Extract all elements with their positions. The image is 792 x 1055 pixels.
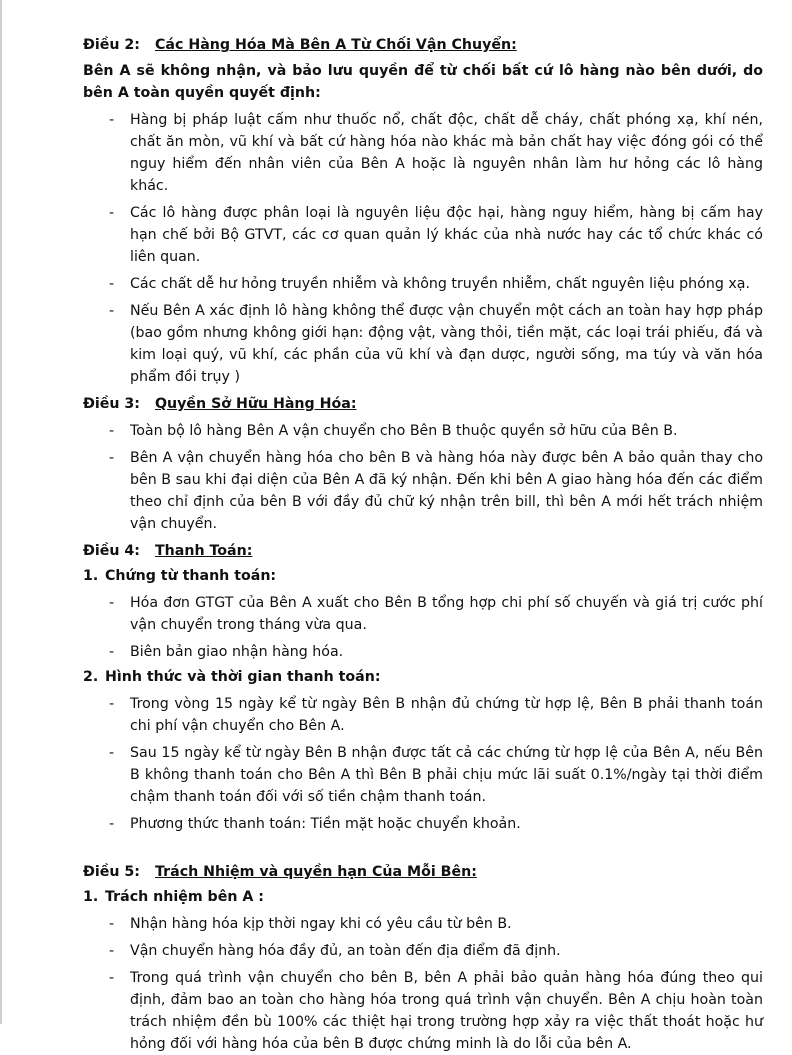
list-item: - Trong quá trình vận chuyển cho bên B, bên A phải bảo quản hàng hóa đúng theo qui định, đảm bao an toàn cho hàng hóa trong quá trình vận chuyển. Bên A chịu hoàn toàn trách nhiệm đền bù 100% các thiệt hại trong trường hợp xảy ra việc thất thoát hoặc hư hỏng đối với hàng hóa của bên B được chứng minh là do lỗi của bên A. <box>83 967 763 1055</box>
article-3-label: Điều 3: <box>83 396 140 412</box>
article-3-heading <box>83 393 763 415</box>
list-item: - Toàn bộ lô hàng Bên A vận chuyển cho Bên B thuộc quyền sở hữu của Bên B. <box>83 420 763 442</box>
list-item: - Bên A vận chuyển hàng hóa cho bên B và hàng hóa này được bên A bảo quản thay cho bên B sau khi đại diện của Bên A đã ký nhận. Đến khi bên A giao hàng hóa đến các điểm theo chỉ định của bên B với đầy đủ chữ ký nhận trên bill, thì bên A mới hết trách nhiệm vận chuyển. <box>83 447 763 535</box>
document-body <box>83 34 763 1055</box>
subheading-number: 1. <box>83 889 99 905</box>
list-item: - Các chất dễ hư hỏng truyền nhiễm và không truyền nhiễm, chất nguyên liệu phóng xạ. <box>83 273 763 295</box>
article-3-title: Quyền Sở Hữu Hàng Hóa: <box>155 396 357 412</box>
article-5-subheading-1 <box>83 886 763 908</box>
article-4-subheading-2 <box>83 666 763 688</box>
article-5-title: Trách Nhiệm và quyền hạn Của Mỗi Bên: <box>155 864 477 880</box>
article-5-heading <box>83 861 763 883</box>
page-edge <box>0 0 2 1024</box>
article-4-list-2 <box>83 693 763 835</box>
list-item: - Các lô hàng được phân loại là nguyên liệu độc hại, hàng nguy hiểm, hàng bị cấm hay hạn chế bởi Bộ GTVT, các cơ quan quản lý khác của nhà nước hay các tổ chức khác có liên quan. <box>83 202 763 268</box>
article-2-label: Điều 2: <box>83 37 140 53</box>
list-item: - Hàng bị pháp luật cấm như thuốc nổ, chất độc, chất dễ cháy, chất phóng xạ, khí nén, chất ăn mòn, vũ khí và bất cứ hàng hóa nào khác mà bản chất hay việc đóng gói có thể nguy hiểm đến nhân viên của Bên A hoặc là nguyên nhân làm hư hỏng các lô hàng khác. <box>83 109 763 197</box>
subheading-title: Chứng từ thanh toán: <box>105 568 277 584</box>
list-item: - Sau 15 ngày kể từ ngày Bên B nhận được tất cả các chứng từ hợp lệ của Bên A, nếu Bên B không thanh toán cho Bên A thì Bên B phải chịu mức lãi suất 0.1%/ngày tại thời điểm chậm thanh toán đối với số tiền chậm thanh toán. <box>83 742 763 808</box>
list-item: - Phương thức thanh toán: Tiền mặt hoặc chuyển khoản. <box>83 813 763 835</box>
list-item: - Nhận hàng hóa kịp thời ngay khi có yêu cầu từ bên B. <box>83 913 763 935</box>
list-item: - Hóa đơn GTGT của Bên A xuất cho Bên B tổng hợp chi phí số chuyến và giá trị cước phí vận chuyển trong tháng vừa qua. <box>83 592 763 636</box>
article-4-subheading-1 <box>83 565 763 587</box>
article-4-heading <box>83 540 763 562</box>
article-4-list-1 <box>83 592 763 663</box>
article-3-list <box>83 420 763 535</box>
list-item: - Trong vòng 15 ngày kể từ ngày Bên B nhận đủ chứng từ hợp lệ, Bên B phải thanh toán chi phí vận chuyển cho Bên A. <box>83 693 763 737</box>
article-5-list-1 <box>83 913 763 1055</box>
subheading-title: Hình thức và thời gian thanh toán: <box>105 669 381 685</box>
list-item: - Biên bản giao nhận hàng hóa. <box>83 641 763 663</box>
list-item: - Vận chuyển hàng hóa đầy đủ, an toàn đến địa điểm đã định. <box>83 940 763 962</box>
article-4-title: Thanh Toán: <box>155 543 253 559</box>
article-5-label: Điều 5: <box>83 864 140 880</box>
subheading-number: 1. <box>83 568 99 584</box>
article-2-list <box>83 109 763 388</box>
subheading-title: Trách nhiệm bên A : <box>105 889 264 905</box>
article-2-heading <box>83 34 763 56</box>
subheading-number: 2. <box>83 669 99 685</box>
article-4-label: Điều 4: <box>83 543 140 559</box>
article-2-intro: Bên A sẽ không nhận, và bảo lưu quyền để từ chối bất cứ lô hàng nào bên dưới, do bên A toàn quyền quyết định: <box>83 63 763 101</box>
article-2-title: Các Hàng Hóa Mà Bên A Từ Chối Vận Chuyển: <box>155 37 517 53</box>
list-item: - Nếu Bên A xác định lô hàng không thể được vận chuyển một cách an toàn hay hợp pháp (bao gồm nhưng không giới hạn: động vật, vàng thỏi, tiền mặt, các loại trái phiếu, đá và kim loại quý, vũ khí, các phần của vũ khí và đạn dược, người sống, ma túy và văn hóa phẩm đồi trụy ) <box>83 300 763 388</box>
